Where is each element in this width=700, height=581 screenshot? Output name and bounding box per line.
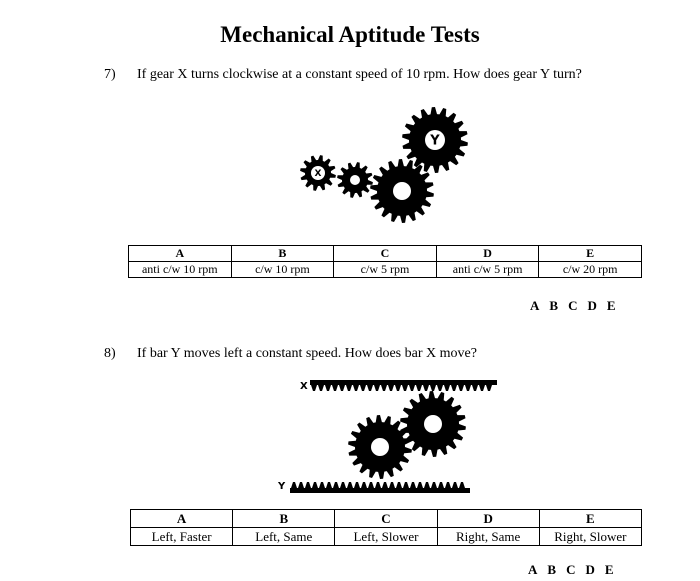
- q8-choice-c[interactable]: C: [566, 562, 576, 577]
- gear-train-figure: [300, 107, 468, 223]
- q7-option-d-letter: D: [436, 246, 539, 262]
- q8-option-b-letter: B: [233, 510, 335, 528]
- q7-option-b-letter: B: [231, 246, 334, 262]
- q8-choice-e[interactable]: E: [604, 562, 614, 577]
- question-7-answer-choices: [530, 298, 626, 314]
- q8-option-a-letter: A: [131, 510, 233, 528]
- question-8-text: If bar Y moves left a constant speed. How does bar X move?: [137, 346, 477, 361]
- q8-option-c-letter: C: [335, 510, 437, 528]
- q8-choice-d[interactable]: D: [585, 562, 595, 577]
- question-7-text: If gear X turns clockwise at a constant speed of 10 rpm. How does gear Y turn?: [137, 67, 582, 82]
- rack-x: [310, 380, 497, 391]
- q7-choice-d[interactable]: D: [587, 298, 597, 313]
- question-8-answer-choices: [528, 562, 624, 578]
- q8-option-d-text: Right, Same: [437, 528, 539, 546]
- bar-x-label: X: [300, 381, 308, 392]
- q7-choice-e[interactable]: E: [606, 298, 616, 313]
- q7-option-c-text: c/w 5 rpm: [334, 262, 437, 278]
- question-7-options-table: [128, 245, 642, 278]
- q8-option-a-text: Left, Faster: [131, 528, 233, 546]
- q8-option-e-letter: E: [539, 510, 641, 528]
- q8-option-c-text: Left, Slower: [335, 528, 437, 546]
- q7-choice-c[interactable]: C: [568, 298, 578, 313]
- gear-x: [300, 155, 336, 191]
- q8-choice-b[interactable]: B: [547, 562, 557, 577]
- q7-option-a-text: anti c/w 10 rpm: [129, 262, 232, 278]
- bar-y-label: Y: [278, 481, 286, 492]
- q8-option-b-text: Left, Same: [233, 528, 335, 546]
- q7-option-b-text: c/w 10 rpm: [231, 262, 334, 278]
- question-8-options-table: [130, 509, 642, 546]
- q7-choice-b[interactable]: B: [549, 298, 559, 313]
- q7-option-c-letter: C: [334, 246, 437, 262]
- page-title: Mechanical Aptitude Tests: [220, 22, 480, 47]
- gear-lower: [348, 415, 412, 479]
- q7-choice-a[interactable]: A: [530, 298, 540, 313]
- question-8-number: 8): [104, 346, 116, 361]
- question-7-number: 7): [104, 67, 116, 82]
- q7-option-a-letter: A: [129, 246, 232, 262]
- q8-choice-a[interactable]: A: [528, 562, 538, 577]
- q7-option-e-letter: E: [539, 246, 642, 262]
- q8-option-e-text: Right, Slower: [539, 528, 641, 546]
- svg-text:Y: Y: [430, 133, 440, 149]
- rack-y: [290, 482, 470, 493]
- gear-upper: [400, 391, 466, 457]
- gear-small: [337, 162, 373, 198]
- q7-option-e-text: c/w 20 rpm: [539, 262, 642, 278]
- svg-text:X: X: [314, 169, 322, 180]
- q7-option-d-text: anti c/w 5 rpm: [436, 262, 539, 278]
- q8-option-d-letter: D: [437, 510, 539, 528]
- rack-and-pinion-figure: [277, 380, 497, 493]
